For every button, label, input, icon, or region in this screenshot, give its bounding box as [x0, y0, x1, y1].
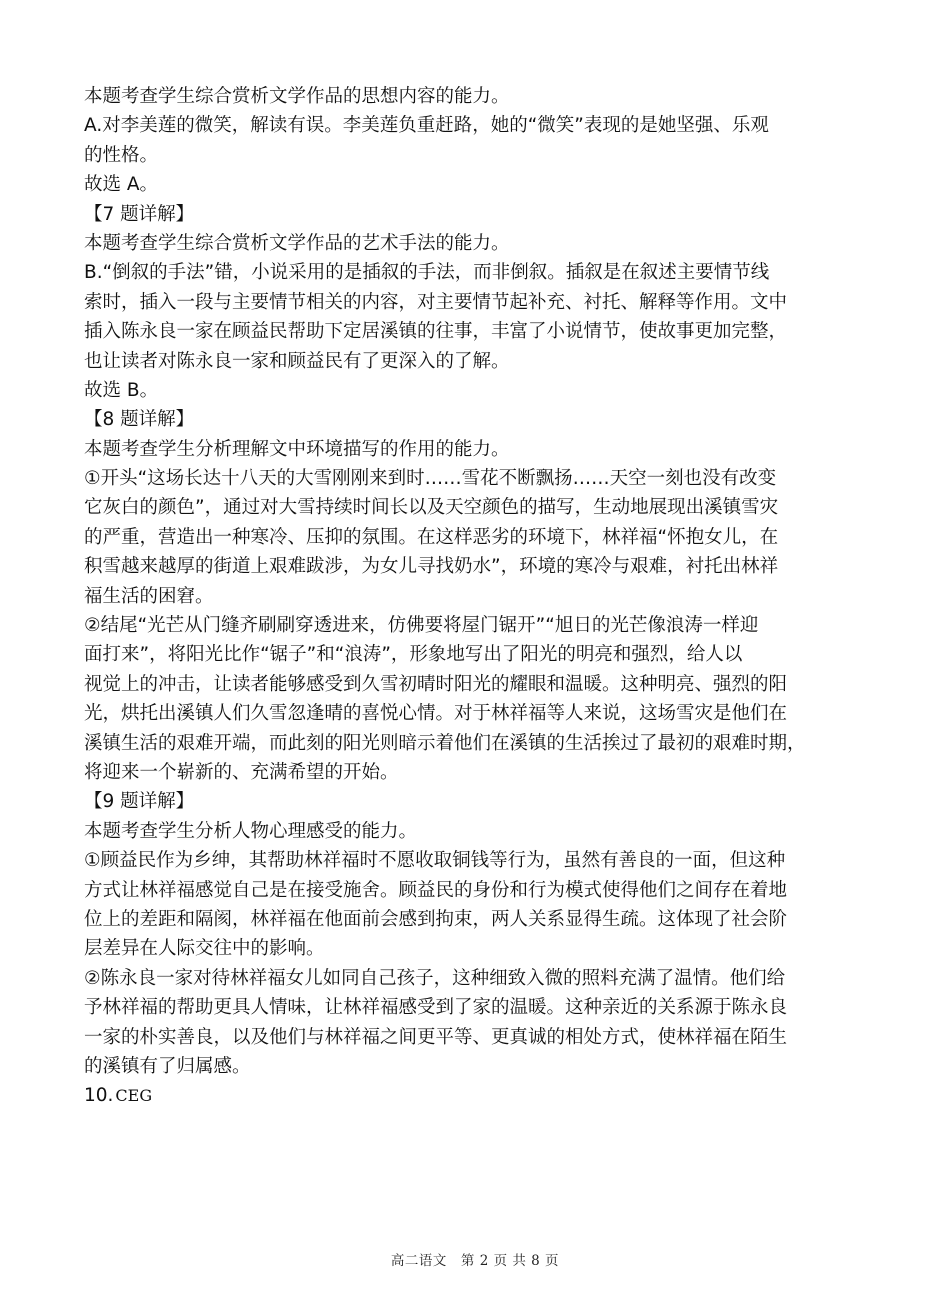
text-line: 位上的差距和隔阂，林祥福在他面前会感到拘束，两人关系显得生疏。这体现了社会阶	[84, 908, 788, 930]
text-line: 本题考查学生综合赏析文学作品的艺术手法的能力。	[84, 232, 510, 254]
text-line: 视觉上的冲击，让读者能够感受到久雪初晴时阳光的耀眼和温暖。这种明亮、强烈的阳	[84, 673, 788, 695]
section-heading-8: 【8 题详解】	[84, 409, 195, 431]
text-line: ②结尾“光芒从门缝齐刷刷穿透进来，仿佛要将屋门锯开”“旭日的光芒像浪涛一样迎	[84, 615, 759, 637]
text-line: 故选 B。	[84, 379, 159, 401]
text-line: 它灰白的颜色”，通过对大雪持续时间长以及天空颜色的描写，生动地展现出溪镇雪灾	[84, 497, 779, 519]
text-line: 一家的朴实善良，以及他们与林祥福之间更平等、更真诚的相处方式，使林祥福在陌生	[84, 1026, 788, 1048]
text-line: ①顾益民作为乡绅，其帮助林祥福时不愿收取铜钱等行为，虽然有善良的一面，但这种	[84, 850, 786, 872]
text-line: ②陈永良一家对待林祥福女儿如同自己孩子，这种细致入微的照料充满了温情。他们给	[84, 967, 786, 989]
section-heading-7: 【7 题详解】	[84, 203, 195, 225]
text-line: 本题考查学生分析人物心理感受的能力。	[84, 820, 418, 842]
answer-text: CEG	[115, 1086, 153, 1106]
text-line: A.对李美莲的微笑，解读有误。李美莲负重赶路，她的“微笑”表现的是她坚强、乐观	[84, 115, 769, 137]
text-line: 溪镇生活的艰难开端，而此刻的阳光则暗示着他们在溪镇的生活挨过了最初的艰难时期，	[84, 732, 806, 754]
text-line: 予林祥福的帮助更具人情味，让林祥福感受到了家的温暖。这种亲近的关系源于陈永良	[84, 997, 788, 1019]
text-line: 本题考查学生分析理解文中环境描写的作用的能力。	[84, 438, 510, 460]
text-line: 也让读者对陈永良一家和顾益民有了更深入的了解。	[84, 350, 510, 372]
text-line: 插入陈永良一家在顾益民帮助下定居溪镇的往事，丰富了小说情节，使故事更加完整，	[84, 321, 788, 343]
text-line: 的性格。	[84, 144, 159, 166]
text-line: 的严重，营造出一种寒冷、压抑的氛围。在这样恶劣的环境下，林祥福“怀抱女儿，在	[84, 526, 779, 548]
question-number: 10.	[84, 1085, 114, 1107]
text-line: 方式让林祥福感觉自己是在接受施舍。顾益民的身份和行为模式使得他们之间存在着地	[84, 879, 788, 901]
text-line: 层差异在人际交往中的影响。	[84, 938, 325, 960]
text-line: 面打来”，将阳光比作“锯子”和“浪涛”，形象地写出了阳光的明亮和强烈，给人以	[84, 644, 743, 666]
text-line: 光，烘托出溪镇人们久雪忽逢晴的喜悦心情。对于林祥福等人来说，这场雪灾是他们在	[84, 703, 788, 725]
text-line: 故选 A。	[84, 174, 159, 196]
text-line: 本题考查学生综合赏析文学作品的思想内容的能力。	[84, 86, 510, 107]
page-footer: 高二语文 第 2 页 共 8 页	[390, 1253, 560, 1269]
section-heading-9: 【9 题详解】	[84, 791, 195, 813]
text-line: 将迎来一个崭新的、充满希望的开始。	[84, 761, 399, 783]
text-line: 索时，插入一段与主要情节相关的内容，对主要情节起补充、衬托、解释等作用。文中	[84, 291, 788, 313]
question-10-answer	[84, 1081, 868, 1110]
text-line: 的溪镇有了归属感。	[84, 1055, 251, 1077]
text-line: 积雪越来越厚的街道上艰难跋涉，为女儿寻找奶水”，环境的寒冷与艰难，衬托出林祥	[84, 556, 779, 578]
text-line: B.“倒叙的手法”错，小说采用的是插叙的手法，而非倒叙。插叙是在叙述主要情节线	[84, 262, 770, 284]
text-line: 福生活的困窘。	[84, 585, 214, 607]
text-line: ①开头“这场长达十八天的大雪刚刚来到时……雪花不断飘扬……天空一刻也没有改变	[84, 468, 777, 490]
document-body	[84, 82, 868, 1111]
